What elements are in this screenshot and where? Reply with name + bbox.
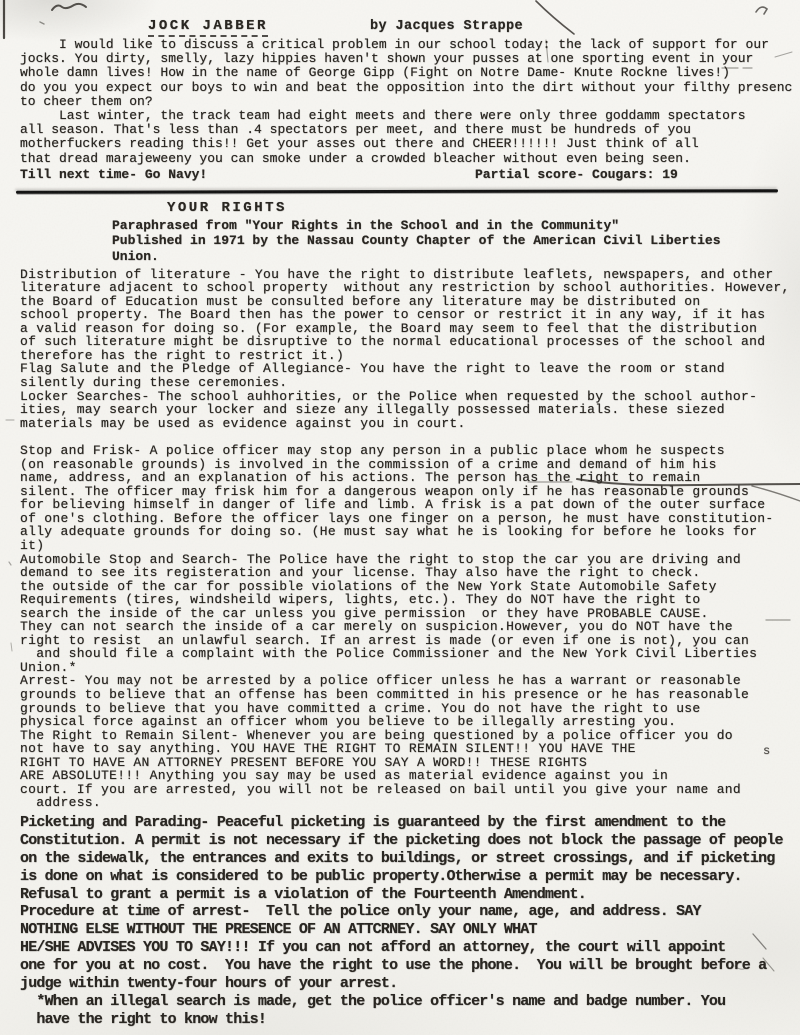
text-line: the outside of the car for possible violations of the New York State Automobile Safety	[20, 578, 717, 594]
text-line: Locker Searches- The school auhhorities, or the Police when requested by the school author-	[20, 388, 758, 404]
text-line: to cheer them on?	[20, 93, 153, 109]
text-line: ities, may search your locker and sieze any illegally possessed materials. these siezed	[20, 402, 725, 418]
text-line: Published in 1971 by the Nassau County Chapter of the American Civil Liberties	[112, 233, 721, 249]
text-line: I would like to discuss a critical problem in our school today: the lack of support for our	[20, 37, 769, 52]
text-line: of such literature might be disruptive to the normal educational processes of the school and	[20, 334, 766, 350]
text-line: and should file a complaint with the Police Commissioner and the New York Civil Liberties	[20, 646, 758, 662]
text-line: one for you at no cost. You have the right to use the phone. You will be brought before a	[20, 957, 767, 975]
text-line: grounds to believe that you have committed a crime. You do not have the right to use	[20, 700, 701, 716]
jock-jabber-title-row	[20, 18, 786, 34]
text-line: materials may be used as evidence against you in court.	[20, 415, 466, 431]
text-line: Flag Salute and the Pledge of Allegiance- You have the right to leave the room or stand	[20, 361, 725, 377]
your-rights-credit	[20, 218, 786, 265]
text-line: right to resist an unlawful search. If an arrest is made (or even if one is not), you can	[20, 632, 750, 648]
paragraph-gap	[20, 430, 786, 441]
text-line: that dread marajeweeny you can smoke under a crowded bleacher without even being seen.	[20, 150, 691, 166]
rights-body-part1	[20, 266, 790, 431]
text-line: Requirements (tires, windsheild wipers, lights, etc.). They do NOT have the right to	[20, 592, 701, 608]
text-line: *When an illegal search is made, get the police officer's name and badge number. You	[20, 993, 726, 1010]
text-line: of one's clothing. Before the officer lays one finger on a person, he must have constitution-	[20, 510, 774, 526]
article-your-rights	[20, 199, 790, 1029]
text-line: on the sidewalk, the entrances and exits to buildings, or street crossings, and if picketing	[20, 849, 775, 867]
text-line: They can not search the inside of a car merely on suspicion.However, you do NOT have the	[20, 619, 733, 635]
text-line: NOTHING ELSE WITHOUT THE PRESENCE OF AN ATTCRNEY. SAY ONLY WHAT	[20, 921, 537, 939]
text-line: jocks. You dirty, smelly, lazy hippies haven't shown your pusses at one sporting event in your	[20, 51, 754, 67]
text-line: Last winter, the track team had eight meets and there were only three goddamm spectators	[20, 108, 746, 124]
pen-squiggle-icon	[52, 4, 86, 10]
text-line: it)	[20, 538, 45, 553]
text-line: court. If you are arrested, you will not be released on bail until you give your name and	[20, 781, 742, 797]
partial-score: Partial score- Cougars: 19	[475, 166, 678, 182]
text-line: silently during these ceremonies.	[20, 374, 288, 390]
rights-body-part2	[20, 444, 786, 810]
text-line: motherfuckers reading this!! Get your asses out there and CHEER!!!!!! Just think of all	[20, 136, 699, 152]
text-line: school property. The Board then has the power to censor or restrict it in any way, if it has	[20, 307, 766, 323]
text-line: address.	[20, 795, 102, 811]
text-line: Distribution of literature - You have the right to distribute leaflets, newspapers, and other	[20, 266, 774, 282]
jock-jabber-byline: by Jacques Strappe	[370, 19, 524, 34]
text-line: name, address, and an explanation of his actions. The person has the right to remain	[20, 470, 701, 486]
article-jock-jabber	[20, 18, 793, 182]
text-line: Arrest- You may not be arrested by a police officer unless he has a warrant or reasonable	[20, 673, 742, 689]
section-divider	[16, 189, 778, 194]
text-line: judge within twenty-four hours of your arrest.	[20, 975, 398, 993]
text-line: Refusal to grant a permit is a violation of the Fourteenth Amendment.	[20, 885, 586, 903]
text-line: (on reasonable grounds) is involved in the commission of a crime and demand of him his	[20, 456, 717, 472]
rights-body-large	[20, 814, 786, 1029]
text-line: therefore has the right to restrict it.)	[20, 347, 345, 363]
text-line: for believing himself in danger of life and limb. A frisk is a pat down of the outer surface	[20, 497, 766, 513]
text-line: demand to see its registeration and your license. Thay also have the right to check.	[20, 565, 701, 581]
text-line: ARE ABSOLUTE!!! Anything you say may be used as material evidence against you in	[20, 768, 669, 784]
text-line: whole damn lives! How in the name of George Gipp (Fight on Notre Dame- Knute Rockne lives!)	[20, 65, 730, 81]
text-line: Paraphrased from "Your Rights in the School and in the Community"	[112, 217, 620, 233]
margin-artifact-char: s	[763, 744, 771, 758]
text-line: do you you expect our boys to win and beat the opposition into the dirt without your filthy presenc	[20, 79, 793, 95]
text-line: RIGHT TO HAVE AN ATTORNEY PRESENT BEFORE YOU SAY A WORD!! THESE RIGHTS	[20, 754, 588, 770]
text-line: Picketing and Parading- Peaceful picketing is guaranteed by the first amendment to the	[20, 813, 726, 831]
signoff-text: Till next time- Go Navy!	[20, 166, 208, 182]
text-line: Procedure at time of arrest- Tell the police only your name, age, and address. SAY	[20, 903, 701, 921]
text-line: The Right to Remain Silent- Whenever you are being questioned by a police officer you do	[20, 727, 733, 743]
text-line: grounds to believe that an offense has been committed in his presence or he has reasonable	[20, 687, 750, 703]
text-line: Stop and Frisk- A police officer may stop any person in a public place whom he suspects	[20, 443, 725, 459]
text-line: Automobile Stop and Search- The Police have the right to stop the car you are driving and	[20, 551, 742, 567]
text-line: ally adequate grounds for doing so. (He must say what he is looking for before he looks for	[20, 524, 758, 540]
your-rights-title: YOUR RIGHTS	[167, 199, 287, 216]
text-line: literature adjacent to school property without any restriction by school authorities. However,	[20, 280, 790, 296]
text-line: a valid reason for doing so. (For example, the Board may seem to feel that the distribution	[20, 320, 758, 336]
text-line: is done on what is considered to be public property.Otherwise a permit may be necessary.	[20, 867, 742, 885]
jock-jabber-title: JOCK JABBER	[148, 18, 268, 37]
text-line: all season. That's less than .4 spectators per meet, and there must be hundreds of you	[20, 122, 691, 138]
text-line: not have to say anything. YOU HAVE THE RIGHT TO REMAIN SILENT!! YOU HAVE THE	[20, 741, 636, 757]
text-line: HE/SHE ADVISES YOU TO SAY!!! If you can not afford an attorney, the court will appoint	[20, 939, 726, 957]
text-line: Union.*	[20, 659, 77, 675]
text-line: search the inside of the car unless you give permission or they have PROBABLE CAUSE.	[20, 605, 709, 621]
jock-jabber-body	[20, 37, 793, 166]
text-line: Union.	[112, 249, 159, 265]
text-line: silent. The officer may frisk him for a dangerous weapon only if he has reasonable grounds	[20, 483, 750, 499]
text-line: have the right to know this!	[20, 1010, 267, 1028]
jock-jabber-signoff-row	[20, 167, 786, 182]
corner-hook-icon	[756, 7, 767, 14]
text-line: physical force against an officer whom you believe to be illegally arresting you.	[20, 714, 677, 730]
text-line: Constitution. A permit is not necessary if the picketing does not block the passage of people	[20, 831, 783, 849]
text-line: the Board of Education must be consulted before any literature may be distributed on	[20, 293, 701, 309]
